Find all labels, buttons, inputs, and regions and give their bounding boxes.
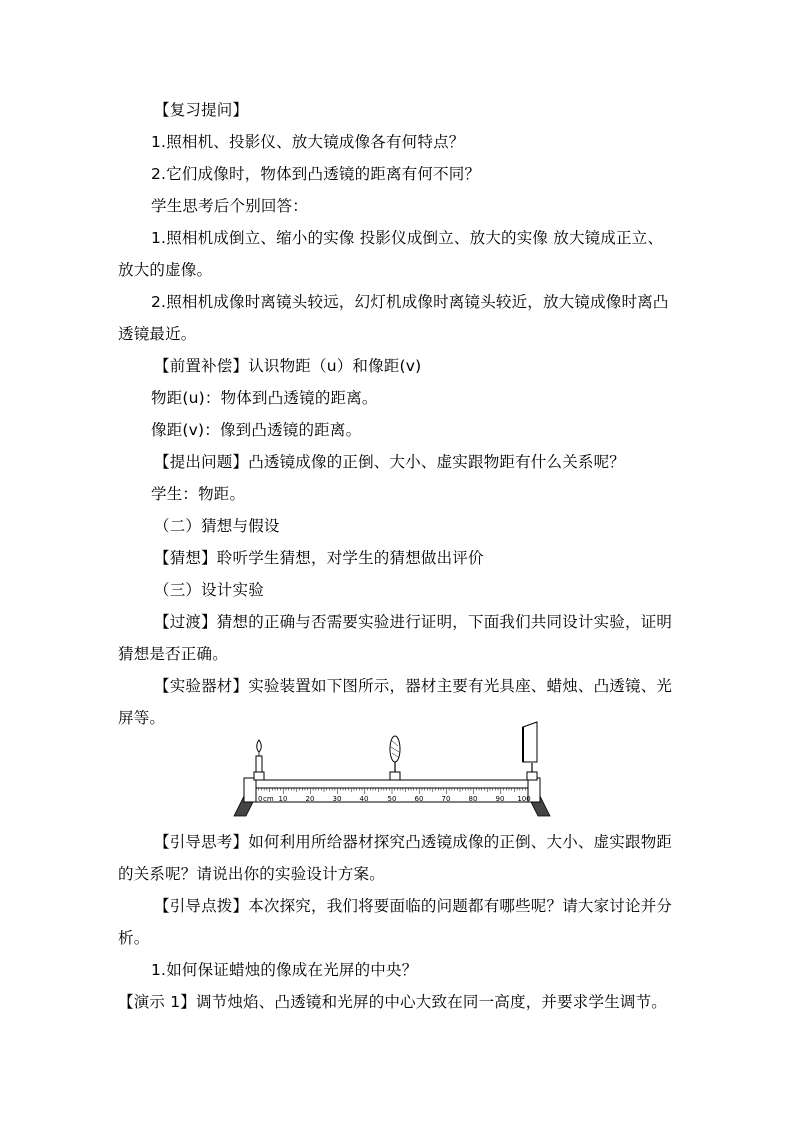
guided-hint-line1: 【引导点拨】本次探究，我们将要面临的问题都有哪些呢？请大家讨论并分 bbox=[154, 897, 673, 915]
question-center-image: 1.如何保证蜡烛的像成在光屏的中央？ bbox=[151, 961, 418, 979]
lens-holder bbox=[390, 736, 400, 780]
candle bbox=[256, 756, 262, 772]
candle-holder bbox=[254, 740, 264, 780]
answer-1-line1: 1.照相机成倒立、缩小的实像 投影仪成倒立、放大的实像 放大镜成正立、 bbox=[151, 229, 664, 247]
ruler-start-label: 0 bbox=[258, 795, 263, 803]
transition-line2: 猜想是否正确。 bbox=[118, 645, 228, 663]
ruler-label-10: 10 bbox=[278, 795, 288, 803]
student-answer-intro: 学生思考后个别回答： bbox=[151, 197, 309, 215]
student-response: 学生：物距。 bbox=[151, 485, 246, 503]
section-hypothesis: （二）猜想与假设 bbox=[154, 517, 280, 535]
ruler-label-20: 20 bbox=[305, 795, 315, 803]
demo-1-text: 【演示 1】调节烛焰、凸透镜和光屏的中心大致在同一高度，并要求学生调节。 bbox=[118, 993, 667, 1011]
ruler-label-60: 60 bbox=[414, 795, 424, 803]
guided-thinking-line1: 【引导思考】如何利用所给器材探究凸透镜成像的正倒、大小、虚实跟物距 bbox=[154, 833, 673, 851]
ruler-unit-label: cm bbox=[263, 795, 274, 803]
candle-flame bbox=[257, 740, 262, 752]
hypothesis-text: 【猜想】聆听学生猜想，对学生的猜想做出评价 bbox=[154, 549, 484, 567]
question-1: 1.照相机、投影仪、放大镜成像各有何特点？ bbox=[151, 133, 465, 151]
optical-bench-figure bbox=[232, 718, 562, 818]
convex-lens bbox=[390, 736, 400, 762]
bench-rail bbox=[256, 780, 528, 788]
left-end-block bbox=[244, 778, 256, 802]
ruler-label-40: 40 bbox=[359, 795, 369, 803]
ruler-label-90: 90 bbox=[495, 795, 505, 803]
guided-thinking-line2: 的关系呢？请说出你的实验设计方案。 bbox=[118, 865, 385, 883]
answer-2-line1: 2.照相机成像时离镜头较远，幻灯机成像时离镜头较近，放大镜成像时离凸 bbox=[151, 293, 669, 311]
section-heading-review: 【复习提问】 bbox=[154, 101, 249, 119]
transition-line1: 【过渡】猜想的正确与否需要实验进行证明，下面我们共同设计实验，证明 bbox=[154, 613, 673, 631]
image-distance-def: 像距(v)：像到凸透镜的距离。 bbox=[151, 421, 362, 439]
problem-statement: 【提出问题】凸透镜成像的正倒、大小、虚实跟物距有什么关系呢？ bbox=[154, 453, 626, 471]
equipment-line1: 【实验器材】实验装置如下图所示，器材主要有光具座、蜡烛、凸透镜、光 bbox=[154, 677, 673, 695]
light-screen bbox=[523, 722, 537, 762]
ruler-label-70: 70 bbox=[441, 795, 451, 803]
ruler-label-80: 80 bbox=[468, 795, 478, 803]
screen-holder bbox=[523, 722, 537, 780]
section-design-experiment: （三）设计实验 bbox=[154, 581, 264, 599]
equipment-line2: 屏等。 bbox=[118, 709, 166, 727]
ruler-label-100: 100 bbox=[517, 795, 531, 803]
ruler-label-30: 30 bbox=[332, 795, 342, 803]
answer-1-line2: 放大的虚像。 bbox=[118, 261, 213, 279]
ruler-label-50: 50 bbox=[387, 795, 397, 803]
preparation-heading: 【前置补偿】认识物距（u）和像距(v) bbox=[154, 357, 422, 375]
question-2: 2.它们成像时，物体到凸透镜的距离有何不同？ bbox=[151, 165, 481, 183]
optical-bench-diagram bbox=[232, 718, 562, 818]
guided-hint-line2: 析。 bbox=[118, 929, 150, 947]
object-distance-def: 物距(u)：物体到凸透镜的距离。 bbox=[151, 389, 378, 407]
answer-2-line2: 透镜最近。 bbox=[118, 325, 197, 343]
